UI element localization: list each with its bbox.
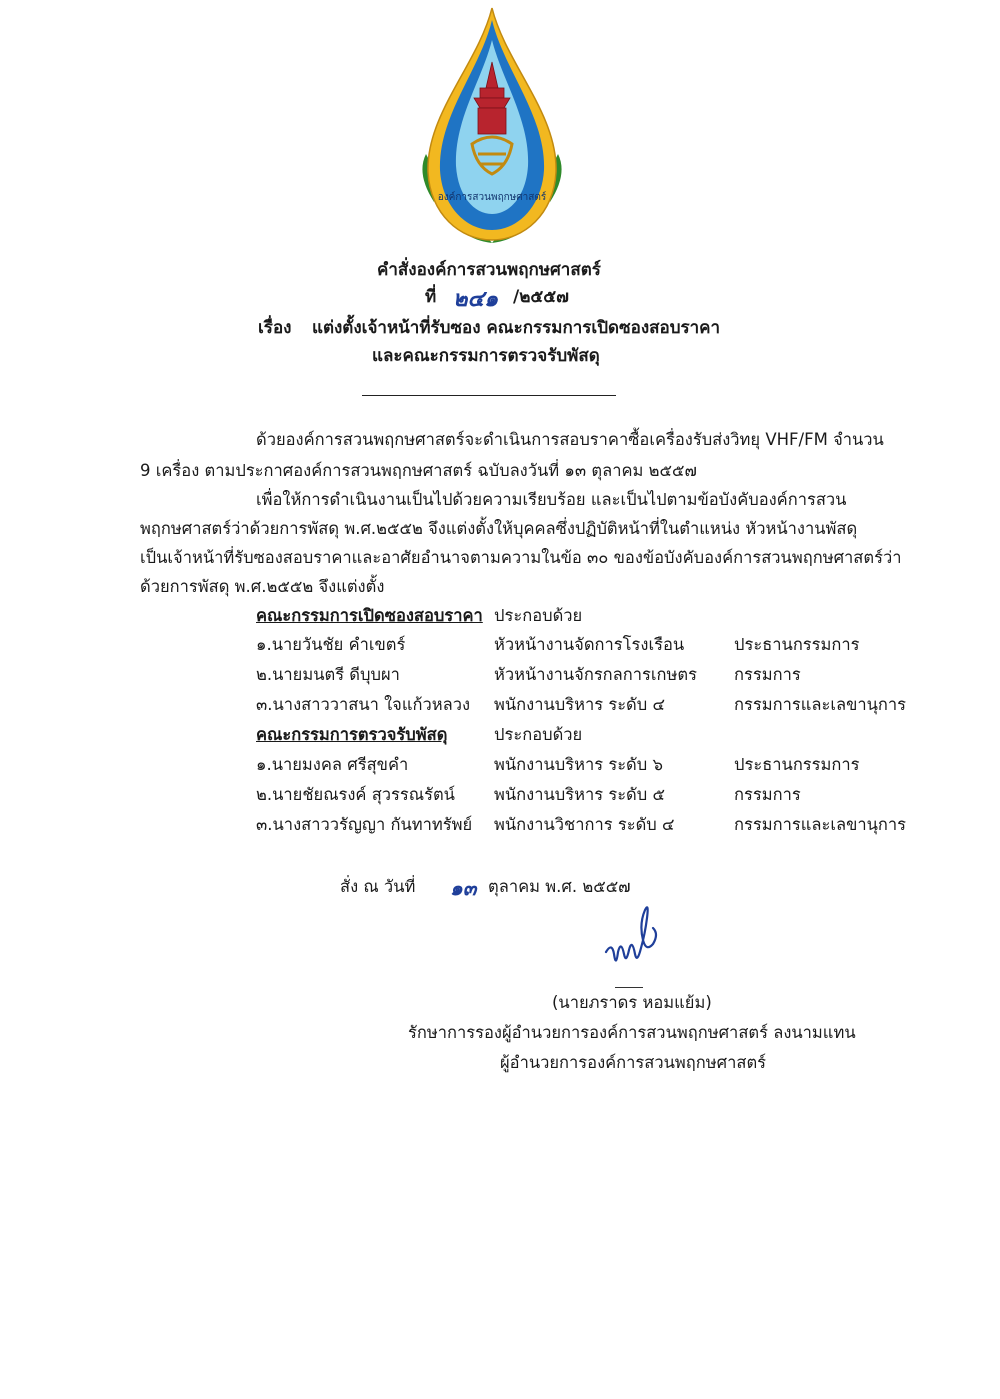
order-number-prefix: ที่ [425, 287, 437, 307]
member-name: ๓.นางสาววาสนา ใจแก้วหลวง [256, 695, 471, 714]
member-role: กรรมการและเลขานุการ [734, 695, 907, 714]
logo-text: องค์การสวนพฤกษศาสตร์ [437, 192, 547, 203]
member-name: ๑.นายมงคล ศรีสุขคำ [256, 755, 409, 774]
header-divider [362, 395, 616, 396]
member-position: พนักงานบริหาร ระดับ ๕ [494, 785, 665, 804]
member-role: กรรมการ [734, 665, 801, 684]
signer-title-line-2: ผู้อำนวยการองค์การสวนพฤกษศาสตร์ [500, 1053, 767, 1072]
subject-line-2: และคณะกรรมการตรวจรับพัสดุ [372, 346, 600, 366]
paragraph-1-line-1: ด้วยองค์การสวนพฤกษศาสตร์จะดำเนินการสอบราคาซื้อเครื่องรับส่งวิทยุ VHF/FM จำนวน [256, 430, 884, 449]
member-position: พนักงานวิชาการ ระดับ ๔ [494, 815, 675, 834]
subject-line-1: แต่งตั้งเจ้าหน้าที่รับซอง คณะกรรมการเปิดซองสอบราคา [312, 318, 721, 338]
order-number-handwritten: ๒๔๑ [453, 286, 499, 312]
member-position: หัวหน้างานจัดการโรงเรือน [494, 635, 685, 654]
committee-title: คณะกรรมการเปิดซองสอบราคา [256, 606, 483, 625]
member-name: ๒.นายชัยณรงค์ สุวรรณรัตน์ [256, 785, 455, 804]
org-emblem-logo [418, 4, 566, 246]
member-position: หัวหน้างานจักรกลการเกษตร [494, 665, 697, 684]
signature-line [615, 987, 643, 988]
member-name: ๒.นายมนตรี ดีบุบผา [256, 665, 400, 684]
handwritten-signature [596, 904, 668, 986]
member-name: ๑.นายวันชัย คำเขตร์ [256, 635, 406, 654]
order-date-day-handwritten: ๑๓ [450, 876, 477, 900]
paragraph-2-line-3: เป็นเจ้าหน้าที่รับซองสอบราคาและอาศัยอำนาจตามความในข้อ ๓๐ ของข้อบังคับองค์การสวนพฤกษศาสตร์ว่า [140, 548, 902, 567]
paragraph-2-line-1: เพื่อให้การดำเนินงานเป็นไปด้วยความเรียบร้อย และเป็นไปตามข้อบังคับองค์การสวน [256, 490, 847, 509]
member-position: พนักงานบริหาร ระดับ ๖ [494, 755, 663, 774]
order-number-suffix: /๒๕๕๗ [513, 287, 569, 307]
paragraph-2-line-4: ด้วยการพัสดุ พ.ศ.๒๕๕๒ จึงแต่งตั้ง [140, 577, 385, 596]
order-title: คำสั่งองค์การสวนพฤกษศาสตร์ [377, 260, 601, 280]
committee-composed: ประกอบด้วย [494, 606, 583, 625]
member-role: กรรมการ [734, 785, 801, 804]
paragraph-2-line-2: พฤกษศาสตร์ว่าด้วยการพัสดุ พ.ศ.๒๕๕๒ จึงแต่งตั้งให้บุคคลซึ่งปฏิบัติหน้าที่ในตำแหน่ง หัวหน้างานพัสดุ [140, 519, 858, 538]
member-role: ประธานกรรมการ [734, 635, 860, 654]
member-role: กรรมการและเลขานุการ [734, 815, 907, 834]
subject-label: เรื่อง [258, 318, 292, 338]
member-name: ๓.นางสาววรัญญา กันทาทรัพย์ [256, 815, 473, 834]
member-position: พนักงานบริหาร ระดับ ๔ [494, 695, 665, 714]
paragraph-1-line-2: 9 เครื่อง ตามประกาศองค์การสวนพฤกษศาสตร์ ฉบับลงวันที่ ๑๓ ตุลาคม ๒๕๕๗ [140, 461, 697, 480]
order-date-suffix: ตุลาคม พ.ศ. ๒๕๕๗ [488, 877, 631, 896]
signer-name: (นายภราดร หอมแย้ม) [552, 993, 712, 1012]
order-date-prefix: สั่ง ณ วันที่ [340, 877, 416, 896]
committee-composed: ประกอบด้วย [494, 725, 583, 744]
signer-title-line-1: รักษาการรองผู้อำนวยการองค์การสวนพฤกษศาสตร์ ลงนามแทน [408, 1023, 856, 1042]
member-role: ประธานกรรมการ [734, 755, 860, 774]
committee-title: คณะกรรมการตรวจรับพัสดุ [256, 725, 448, 744]
